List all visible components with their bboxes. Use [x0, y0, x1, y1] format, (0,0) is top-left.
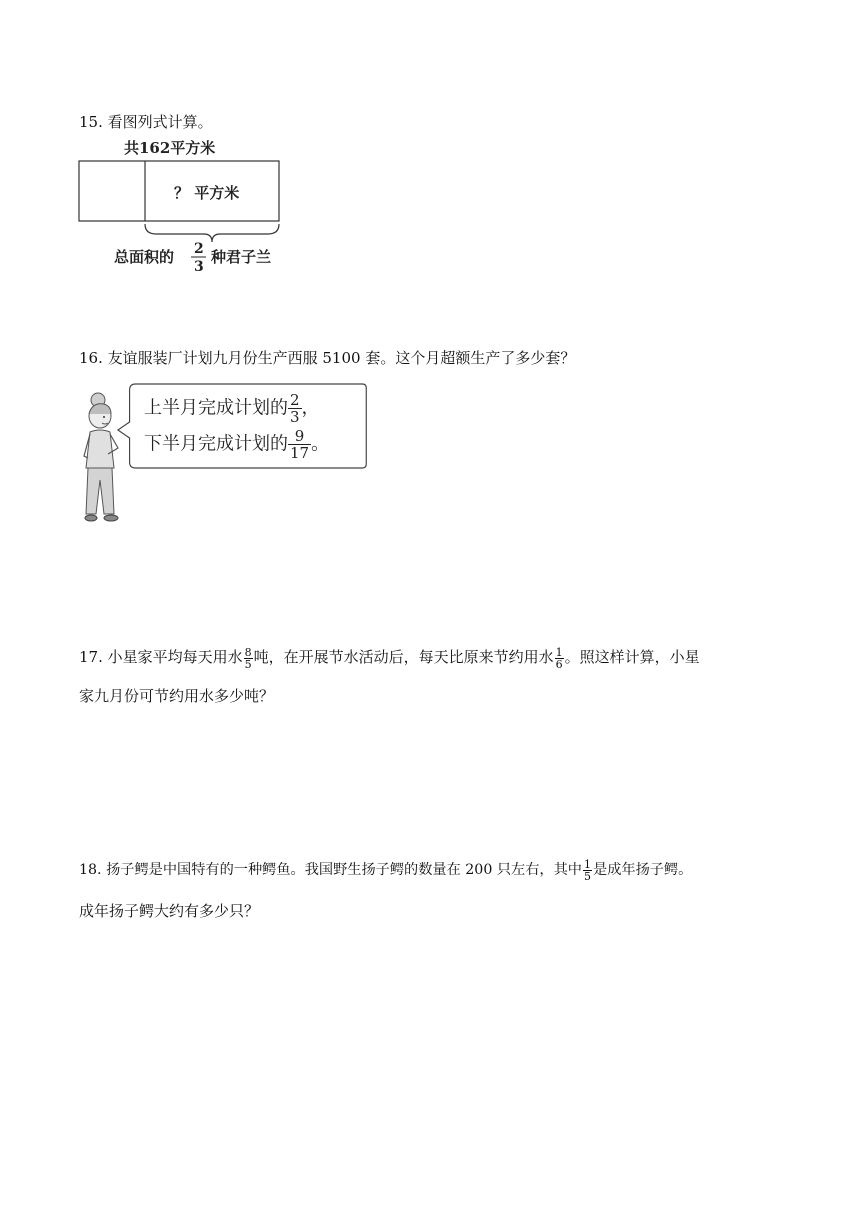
total-area-label: 共162平方米	[124, 139, 216, 157]
bubble-line-1: 上半月完成计划的 $\frac{2}{3}$ ，	[144, 391, 320, 426]
brace-frac-num: 2	[194, 241, 204, 257]
q15-diagram	[76, 134, 296, 274]
brace	[145, 224, 279, 242]
fraction-2-3: $\frac{2}{3}$	[290, 391, 300, 426]
fraction-1-6: $\frac{1}{6}$	[555, 645, 563, 671]
question-17-line-1: 17. 小星家平均每天用水 $\frac{8}{5}$ 吨，在开展节水活动后，每天比原来节约用水 $\frac{1}{6}$ 。照这样计算，小星	[79, 645, 700, 671]
brace-frac-den: 3	[194, 259, 204, 274]
question-18-line-1: 18. 扬子鳄是中国特有的一种鳄鱼。我国野生扬子鳄的数量在 200 只左右，其中 $\frac{1}{5}$ 是成年扬子鳄。	[79, 857, 693, 883]
unknown-area-label: ？ 平方米	[174, 184, 240, 202]
bubble-line-2: 下半月完成计划的 $\frac{9}{17}$ 。	[144, 427, 330, 462]
question-17-line-2: 家九月份可节约用水多少吨？	[79, 687, 275, 705]
question-16-title: 16. 友谊服装厂计划九月份生产西服 5100 套。这个月超额生产了多少套？	[79, 349, 576, 367]
question-15-title: 15. 看图列式计算。	[79, 113, 213, 131]
fraction-1-5: $\frac{1}{5}$	[584, 857, 591, 883]
fraction-9-17: $\frac{9}{17}$	[290, 427, 310, 462]
question-18-line-2: 成年扬子鳄大约有多少只？	[79, 902, 260, 920]
fraction-8-5: $\frac{8}{5}$	[244, 645, 252, 671]
brace-label-post: 种君子兰	[211, 248, 272, 266]
brace-label-pre: 总面积的	[114, 248, 175, 266]
